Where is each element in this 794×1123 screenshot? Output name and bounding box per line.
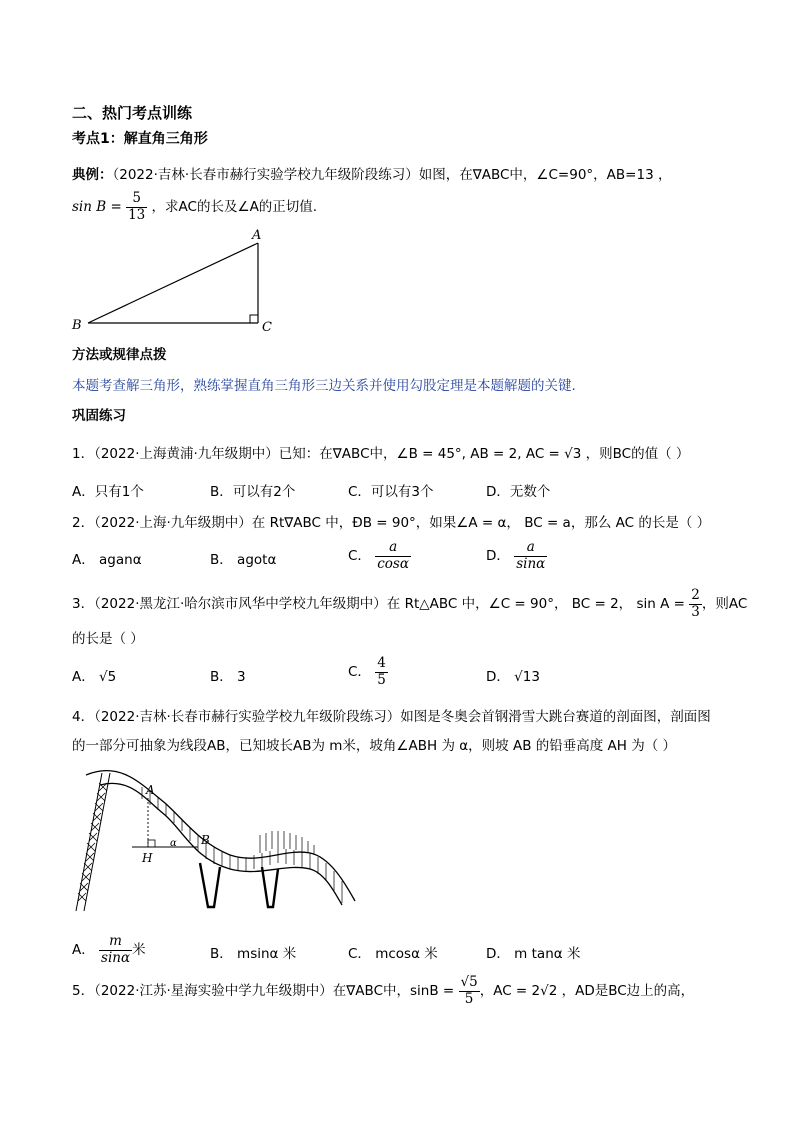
label-a: A [252,228,262,243]
q3-option-c-fraction: $\frac{4}{5}$ [377,655,386,688]
terrain-posts [260,831,314,855]
example-line2 [72,191,317,223]
q4-option-a-fraction: $\frac{m}{\sin\alpha}$ [101,933,131,966]
q2-option-c[interactable] [348,540,411,572]
q5-fraction: $\frac{√5}{5}$ [460,974,478,1007]
track-top [86,771,355,901]
q4-option-a[interactable] [72,934,146,966]
label-h: H [142,851,153,865]
q4-option-b[interactable]: B． msinα 米 [210,946,297,962]
q3-stem-a: 3．（2022·黑龙江·哈尔滨市风华中学校九年级期中）在 Rt△ABC 中，∠C = 90°， BC = 2， sin A = [72,596,685,613]
q4-stem-b: 的一部分可抽象为线段AB，已知坡长AB为 m米，坡角∠ABH 为 α，则坡 AB 的铅垂高度 AH 为（ ） [72,738,677,754]
q3-stem-b: ，则AC [701,596,748,613]
q4-option-c[interactable]: C． mcosα 米 [348,946,438,962]
q2-option-c-label: C． [348,548,371,565]
q3-stem [72,588,747,620]
label-c: C [262,320,272,335]
example-text: （2022·吉林·长春市赫行实验学校九年级阶段练习）如图，在∇ABC中，∠C=90°，AB=13 ， [112,167,672,183]
q2-stem: 2．（2022·上海·九年级期中）在 Rt∇ABC 中，ÐB = 90°，如果∠A = α， BC = a，那么 AC 的长是（ ） [72,515,711,531]
q2-option-d-fraction: $\frac{a}{\sin\alpha}$ [516,539,546,572]
label-b: B [72,318,82,333]
q5-stem [72,975,694,1007]
side-ab [88,243,258,323]
topic-title: 考点1：解直角三角形 [72,131,208,147]
q3-option-c-label: C． [348,664,371,681]
q3-option-d[interactable]: D． √13 [486,669,540,685]
example-label: 典例： [72,167,113,183]
q3-fraction: $\frac{2}{3}$ [691,587,700,620]
sinB-fraction: $\frac{5}{13}$ [128,190,146,223]
q1-option-d[interactable]: D．无数个 [486,484,551,500]
ski-jump-figure [70,763,360,918]
q4-option-d[interactable]: D． m tanα 米 [486,946,581,962]
q4-option-a-label: A． [72,942,95,959]
practice-title: 巩固练习 [72,408,126,424]
right-angle-mark-h [148,840,155,847]
q1-stem: 1．（2022·上海黄浦·九年级期中）已知：在∇ABC中，∠B = 45°, AB = 2, AC = √3 ，则BC的值（ ） [72,446,690,462]
q2-option-a[interactable]: A． aganα [72,552,142,568]
q1-option-b[interactable]: B．可以有2个 [210,484,296,500]
q5-stem-a: 5．（2022·江苏·星海实验中学九年级期中）在∇ABC中，sinB = [72,983,455,1000]
support-leg-2 [262,867,278,907]
q1-option-c[interactable]: C．可以有3个 [348,484,434,500]
label-alpha: α [170,838,177,849]
section-title: 二、热门考点训练 [72,104,193,122]
track-bottom [100,783,342,905]
q3-option-c[interactable] [348,656,388,688]
support-leg-1 [200,863,220,907]
q3-option-b[interactable]: B． 3 [210,669,246,685]
q3-option-a[interactable]: A． √5 [72,669,117,685]
right-angle-mark [250,315,258,323]
q3-stem-c: 的长是（ ） [72,631,144,647]
label-b: B [201,833,210,847]
tower-scaffold [76,773,110,911]
sinB-prefix: sin B = [72,199,122,216]
label-a: A [146,783,155,797]
triangle-figure [60,225,290,337]
q5-stem-b: ，AC = 2√2 ，AD是BC边上的高， [479,983,695,1000]
q2-option-d-label: D． [486,548,510,565]
example-suffix: ，求AC的长及∠A的正切值. [151,199,318,216]
q2-option-b[interactable]: B． agotα [210,552,277,568]
example-line1 [72,163,671,183]
q4-stem-a: 4．（2022·吉林·长春市赫行实验学校九年级阶段练习）如图是冬奥会首钢滑雪大跳台赛道的剖面图，剖面图 [72,709,711,725]
q2-option-c-fraction: $\frac{a}{\cos\alpha}$ [377,539,409,572]
q2-option-d[interactable] [486,540,547,572]
method-title: 方法或规律点拨 [72,347,167,363]
q1-option-a[interactable]: A．只有1个 [72,484,144,500]
method-text: 本题考查解三角形，熟练掌握直角三角形三边关系并使用勾股定理是本题解题的关键. [72,378,576,394]
q4-option-a-unit: 米 [132,942,146,959]
